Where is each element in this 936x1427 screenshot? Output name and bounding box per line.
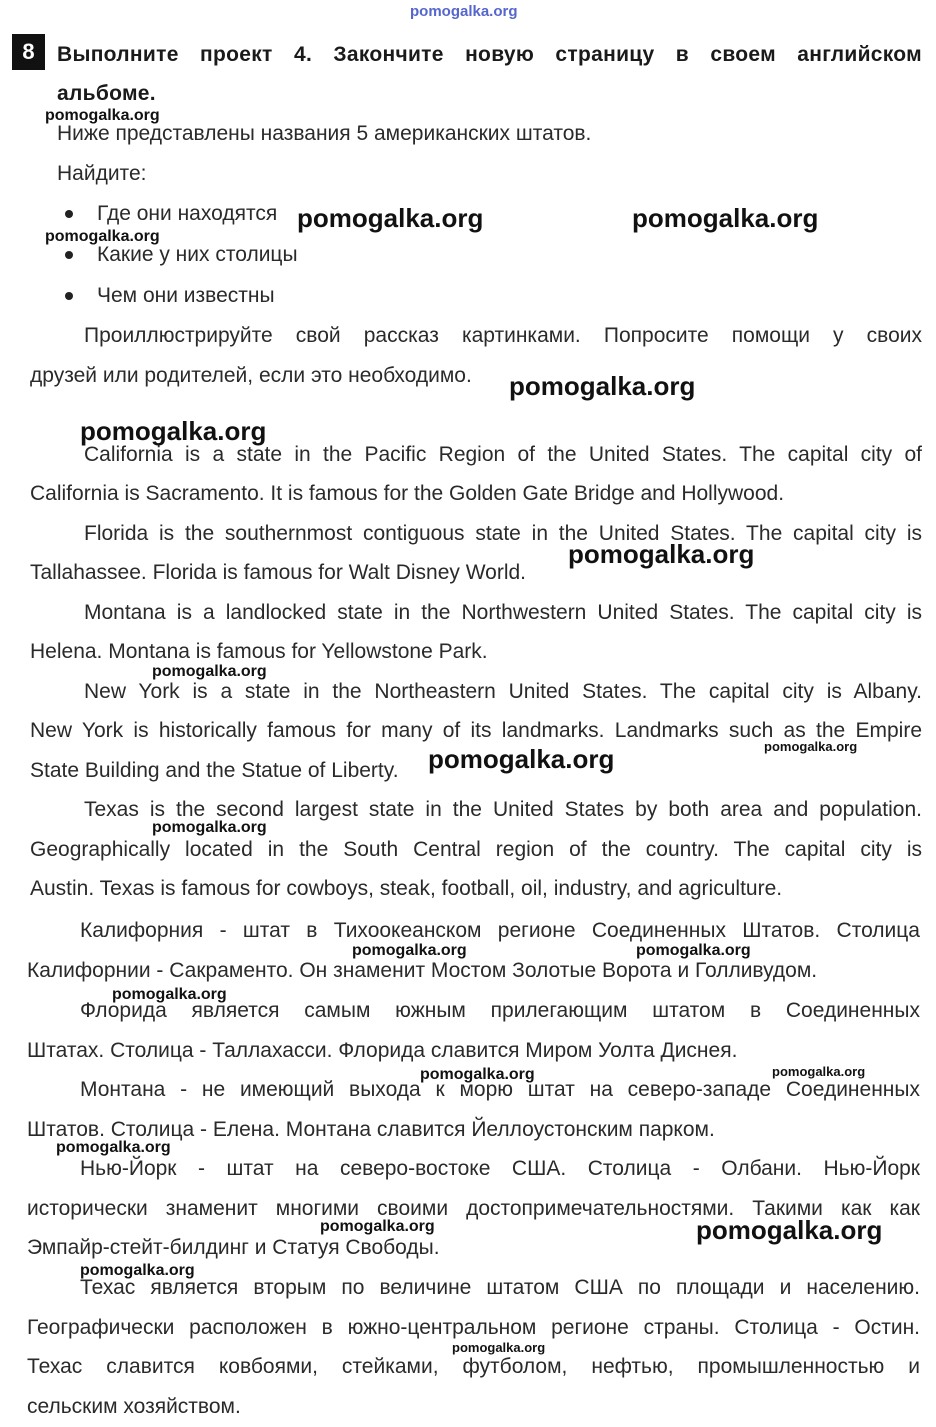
task-title-line2: альбоме. [57, 82, 156, 105]
ru-montana-line2: Штатов. Столица - Елена. Монтана славится Йеллоустонским парком. [27, 1118, 715, 1141]
watermark: pomogalka.org [320, 1218, 435, 1235]
watermark: pomogalka.org [45, 228, 160, 245]
watermark: pomogalka.org [297, 203, 484, 233]
watermark: pomogalka.org [509, 371, 696, 401]
en-montana-line2: Helena. Montana is famous for Yellowstone Park. [30, 640, 488, 663]
ru-florida-line1: Флорида является самым южным прилегающим штатом в Соединенных [80, 999, 920, 1022]
en-texas-line1: Texas is the second largest state in the United States by both area and population. [84, 798, 922, 821]
ru-montana-line1: Монтана - не имеющий выхода к морю штат на северо-западе Соединенных [80, 1078, 920, 1101]
en-montana-line1: Montana is a landlocked state in the Northwestern United States. The capital city is [84, 601, 922, 624]
illustrate-instruction-line1: Проиллюстрируйте свой рассказ картинками. Попросите помощи у своих [84, 324, 922, 347]
ru-florida-line2: Штатах. Столица - Таллахасси. Флорида славится Миром Уолта Диснея. [27, 1039, 738, 1062]
ru-texas-line2: Географически расположен в южно-центральном регионе страны. Столица - Остин. [27, 1316, 920, 1339]
watermark: pomogalka.org [568, 539, 755, 569]
en-newyork-line3: State Building and the Statue of Liberty. [30, 759, 399, 782]
watermark: pomogalka.org [352, 942, 467, 959]
bullet-dot-icon [65, 251, 73, 259]
watermark: pomogalka.org [452, 1340, 546, 1355]
en-florida-line1: Florida is the southernmost contiguous state in the United States. The capital city is [84, 522, 922, 545]
ru-california-line2: Калифорнии - Сакраменто. Он знаменит Мостом Золотые Ворота и Голливудом. [27, 959, 818, 982]
task-intro: Ниже представлены названия 5 американских штатов. [57, 122, 592, 145]
ru-texas-line3: Техас славится ковбоями, стейками, футболом, нефтью, промышленностью и [27, 1355, 920, 1378]
find-label: Найдите: [57, 162, 147, 185]
ru-newyork-line2: исторически знаменит многими своими достопримечательностями. Такими как как [27, 1197, 920, 1220]
watermark: pomogalka.org [420, 1066, 535, 1083]
watermark: pomogalka.org [56, 1139, 171, 1156]
watermark: pomogalka.org [45, 107, 160, 124]
watermark: pomogalka.org [80, 1262, 195, 1279]
watermark: pomogalka.org [764, 739, 858, 754]
watermark: pomogalka.org [696, 1215, 883, 1245]
ru-california-line1: Калифорния - штат в Тихоокеанском регионе Соединенных Штатов. Столица [80, 919, 920, 942]
bullet-item: Где они находятся [97, 202, 278, 225]
en-california-line1: California is a state in the Pacific Region of the United States. The capital city of [84, 443, 922, 466]
bullet-dot-icon [65, 210, 73, 218]
ru-texas-line4: сельским хозяйством. [27, 1395, 241, 1418]
en-texas-line2: Geographically located in the South Central region of the country. The capital city is [30, 838, 922, 861]
illustrate-instruction-line2: друзей или родителей, если это необходимо. [30, 364, 472, 387]
watermark: pomogalka.org [80, 416, 267, 446]
watermark: pomogalka.org [112, 986, 227, 1003]
watermark: pomogalka.org [428, 744, 615, 774]
watermark: pomogalka.org [152, 819, 267, 836]
bullet-dot-icon [65, 292, 73, 300]
watermark: pomogalka.org [636, 942, 751, 959]
watermark: pomogalka.org [152, 663, 267, 680]
en-california-line2: California is Sacramento. It is famous for the Golden Gate Bridge and Hollywood. [30, 482, 785, 505]
watermark: pomogalka.org [632, 203, 819, 233]
bullet-item: Какие у них столицы [97, 243, 298, 266]
en-newyork-line1: New York is a state in the Northeastern United States. The capital city is Albany. [84, 680, 922, 703]
en-texas-line3: Austin. Texas is famous for cowboys, steak, football, oil, industry, and agriculture. [30, 877, 783, 900]
watermark: pomogalka.org [772, 1064, 866, 1079]
ru-texas-line1: Техас является вторым по величине штатом США по площади и населению. [80, 1276, 920, 1299]
bullet-item: Чем они известны [97, 284, 275, 307]
task-title-line1: Выполните проект 4. Закончите новую страницу в своем английском [57, 43, 922, 66]
task-number-badge: 8 [12, 34, 45, 70]
en-florida-line2: Tallahassee. Florida is famous for Walt Disney World. [30, 561, 527, 584]
en-newyork-line2: New York is historically famous for many of its landmarks. Landmarks such as the Empire [30, 719, 922, 742]
ru-newyork-line3: Эмпайр-стейт-билдинг и Статуя Свободы. [27, 1236, 440, 1259]
ru-newyork-line1: Нью-Йорк - штат на северо-востоке США. Столица - Олбани. Нью-Йорк [80, 1157, 920, 1180]
watermark-top: pomogalka.org [410, 3, 518, 20]
